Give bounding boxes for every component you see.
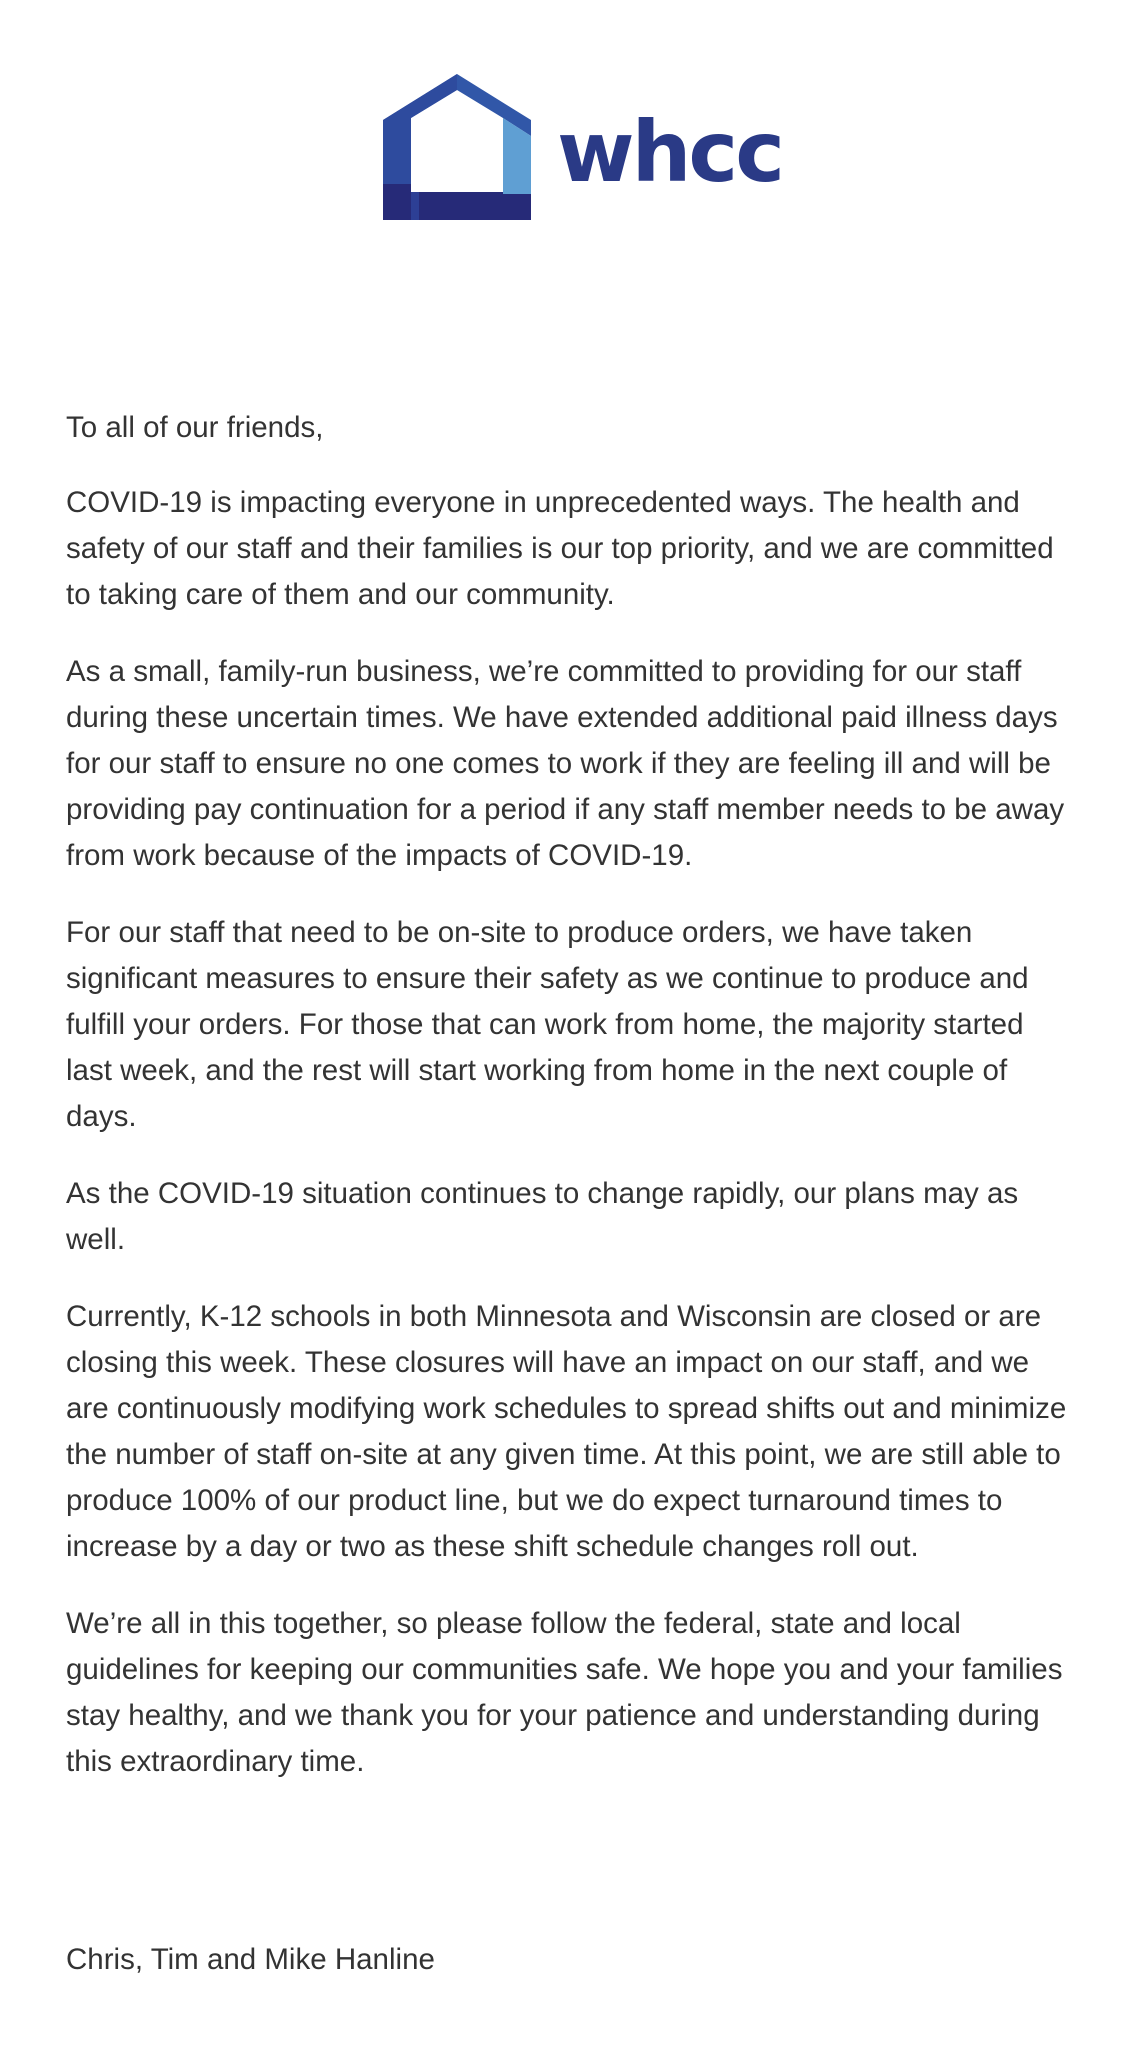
paragraph-family-business: As a small, family-run business, we’re committed to providing for our staff during these uncertain times. We have extended additional paid illness days for our staff to ensure no one comes to work if they are feeling ill and will be providing pay continuation for a period if any staff member needs to be away from work because of the impacts of COVID-19. [66, 655, 1065, 872]
letter-body [66, 405, 1076, 1816]
paragraph-school-closures: Currently, K-12 schools in both Minnesota and Wisconsin are closed or are closing this week. These closures will have an impact on our staff, and we are continuously modifying work schedules to spread shifts out and minimize the number of staff on-site at any given time. At this point, we are still able to produce 100% of our product line, but we do expect turnaround times to increase by a day or two as these shift schedule changes roll out. [66, 1300, 1067, 1563]
brand-wordmark: whcc [557, 103, 782, 201]
paragraph-onsite-staff: For our staff that need to be on-site to produce orders, we have taken significant measures to ensure their safety as we continue to produce and fulfill your orders. For those that can work from home, the majority started last week, and the rest will start working from home in the next couple of days. [66, 916, 1029, 1133]
signature: Chris, Tim and Mike Hanline [66, 1943, 435, 1976]
paragraph-together: We’re all in this together, so please follow the federal, state and local guidelines for keeping our communities safe. We hope you and your families stay healthy, and we thank you for your patience and understanding during this extraordinary time. [66, 1607, 1063, 1778]
salutation: To all of our friends, [66, 411, 324, 444]
paragraph-changing-plans: As the COVID-19 situation continues to change rapidly, our plans may as well. [66, 1177, 1019, 1256]
house-logo-icon [383, 74, 531, 220]
whcc-logo [383, 74, 782, 220]
paragraph-covid-impact: COVID-19 is impacting everyone in unprecedented ways. The health and safety of our staff and their families is our top priority, and we are committed to taking care of them and our community. [66, 486, 1054, 611]
